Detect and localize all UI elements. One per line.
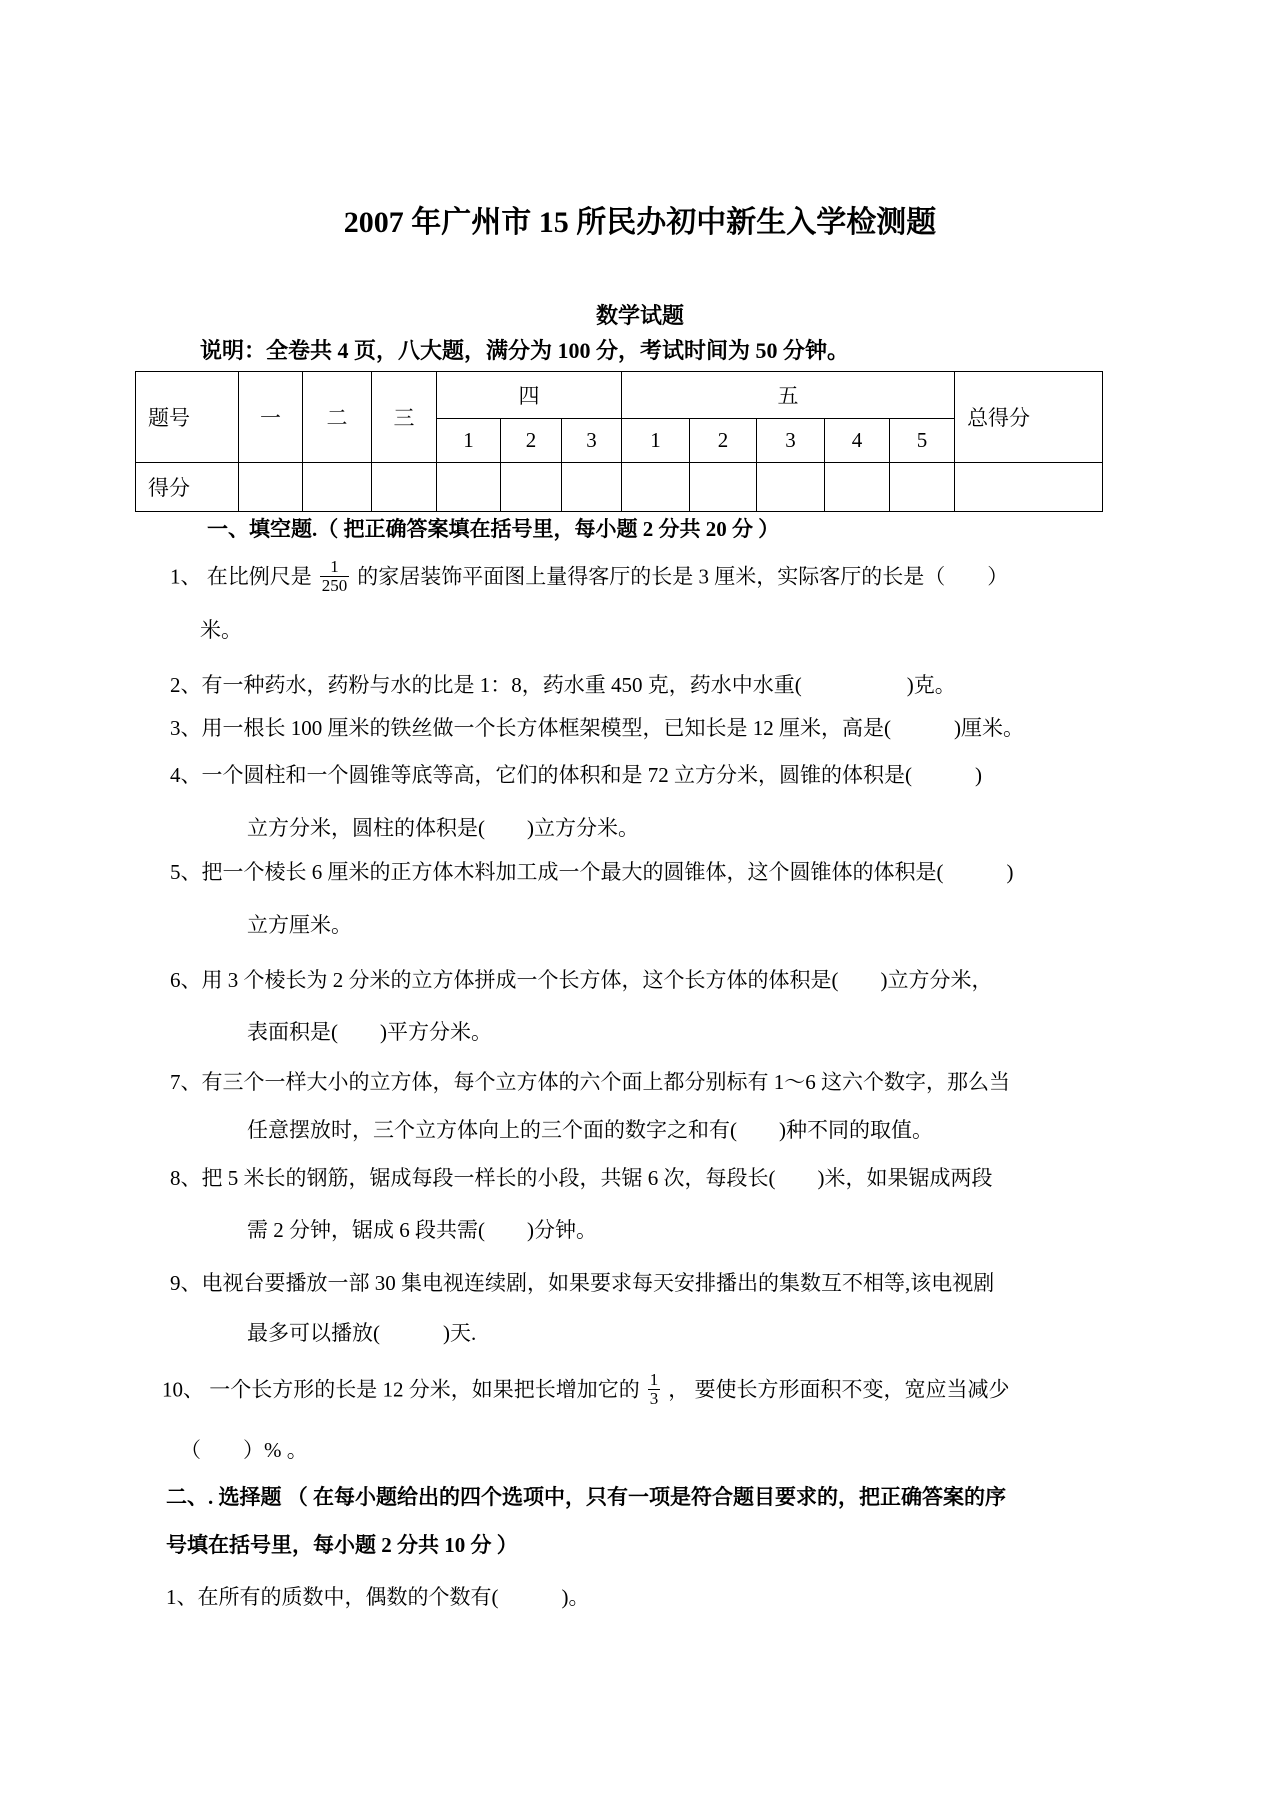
- question-8-line-1: 8、把 5 米长的钢筋，锯成每段一样长的小段，共锯 6 次，每段长( )米，如果锯成两段: [170, 1166, 993, 1190]
- score-blank-cell: [622, 463, 690, 512]
- question-1-post: 的家居装饰平面图上量得客厅的长是 3 厘米，实际客厅的长是（ ）: [357, 564, 1009, 589]
- five-sub-5-cell: 5: [890, 419, 955, 463]
- section-five-cell: 五: [622, 372, 955, 419]
- total-score-cell: 总得分: [955, 372, 1103, 463]
- fraction-1-over-3: [648, 1371, 661, 1409]
- section-two-heading-line-2: 号填在括号里，每小题 2 分共 10 分 ）: [166, 1533, 518, 1557]
- question-3: 3、用一根长 100 厘米的铁丝做一个长方体框架模型，已知长是 12 厘米，高是( )厘米。: [170, 716, 1024, 740]
- question-8-line-2: 需 2 分钟，锯成 6 段共需( )分钟。: [247, 1218, 597, 1242]
- five-sub-1-cell: 1: [622, 419, 690, 463]
- score-table: [135, 371, 1103, 512]
- score-label-cell: 得分: [136, 463, 239, 512]
- score-blank-cell: [955, 463, 1103, 512]
- question-9-line-1: 9、电视台要播放一部 30 集电视连续剧，如果要求每天安排播出的集数互不相等,该电视剧: [170, 1271, 995, 1295]
- table-score-row: [136, 463, 1103, 512]
- fraction-numerator: 1: [649, 1370, 659, 1389]
- fraction-1-over-250: [320, 558, 350, 596]
- table-header-row: [136, 372, 1103, 419]
- score-blank-cell: [501, 463, 562, 512]
- four-sub-3-cell: 3: [562, 419, 622, 463]
- question-5-line-2: 立方厘米。: [247, 913, 352, 937]
- section-two-question-1: 1、在所有的质数中，偶数的个数有( )。: [166, 1585, 590, 1609]
- page-title: 2007 年广州市 15 所民办初中新生入学检测题: [343, 206, 937, 239]
- question-1-line-2: 米。: [200, 618, 242, 642]
- score-blank-cell: [562, 463, 622, 512]
- five-sub-4-cell: 4: [825, 419, 890, 463]
- question-10-pre: 10、 一个长方形的长是 12 分米，如果把长增加它的: [162, 1377, 640, 1402]
- question-6-line-2: 表面积是( )平方分米。: [247, 1020, 492, 1044]
- question-1-pre: 1、 在比例尺是: [170, 564, 312, 589]
- question-10-post: ， 要使长方形面积不变，宽应当减少: [668, 1377, 1010, 1402]
- question-4-line-1: 4、一个圆柱和一个圆锥等底等高，它们的体积和是 72 立方分米，圆锥的体积是( ): [170, 763, 982, 787]
- score-blank-cell: [890, 463, 955, 512]
- score-blank-cell: [239, 463, 303, 512]
- question-4-line-2: 立方分米，圆柱的体积是( )立方分米。: [247, 816, 639, 840]
- question-10-line-1: [162, 1370, 1010, 1411]
- section-three-cell: 三: [372, 372, 437, 463]
- section-one-cell: 一: [239, 372, 303, 463]
- section-one-heading: 一、填空题.（ 把正确答案填在括号里，每小题 2 分共 20 分 ）: [207, 517, 780, 541]
- five-sub-2-cell: 2: [690, 419, 757, 463]
- score-blank-cell: [690, 463, 757, 512]
- five-sub-3-cell: 3: [757, 419, 825, 463]
- question-10-line-2: （ ）% 。: [180, 1438, 308, 1462]
- question-7-line-1: 7、有三个一样大小的立方体，每个立方体的六个面上都分别标有 1～6 这六个数字，那么当: [170, 1070, 1010, 1094]
- section-two-cell: 二: [303, 372, 372, 463]
- fraction-numerator: 1: [330, 557, 339, 576]
- section-two-heading-line-1: 二、. 选择题 （ 在每小题给出的四个选项中，只有一项是符合题目要求的，把正确答案的序: [166, 1485, 1006, 1509]
- score-blank-cell: [825, 463, 890, 512]
- question-9-line-2: 最多可以播放( )天.: [247, 1321, 477, 1345]
- fraction-denominator: 3: [649, 1389, 659, 1409]
- score-blank-cell: [757, 463, 825, 512]
- score-blank-cell: [303, 463, 372, 512]
- question-5-line-1: 5、把一个棱长 6 厘米的正方体木料加工成一个最大的圆锥体，这个圆锥体的体积是( ): [170, 860, 1014, 884]
- question-2: 2、有一种药水，药粉与水的比是 1：8，药水重 450 克，药水中水重( )克。: [170, 673, 956, 697]
- question-1-line-1: [170, 557, 1009, 598]
- section-four-cell: 四: [437, 372, 622, 419]
- four-sub-2-cell: 2: [501, 419, 562, 463]
- score-blank-cell: [437, 463, 501, 512]
- fraction-denominator: 250: [321, 576, 348, 596]
- question-6-line-1: 6、用 3 个棱长为 2 分米的立方体拼成一个长方体，这个长方体的体积是( )立方分米，: [170, 968, 993, 992]
- score-blank-cell: [372, 463, 437, 512]
- exam-instructions: 说明：全卷共 4 页，八大题，满分为 100 分，考试时间为 50 分钟。: [200, 338, 850, 363]
- subject-subtitle: 数学试题: [595, 303, 684, 328]
- four-sub-1-cell: 1: [437, 419, 501, 463]
- question-number-label-cell: 题号: [136, 372, 239, 463]
- question-7-line-2: 任意摆放时，三个立方体向上的三个面的数字之和有( )种不同的取值。: [247, 1118, 933, 1142]
